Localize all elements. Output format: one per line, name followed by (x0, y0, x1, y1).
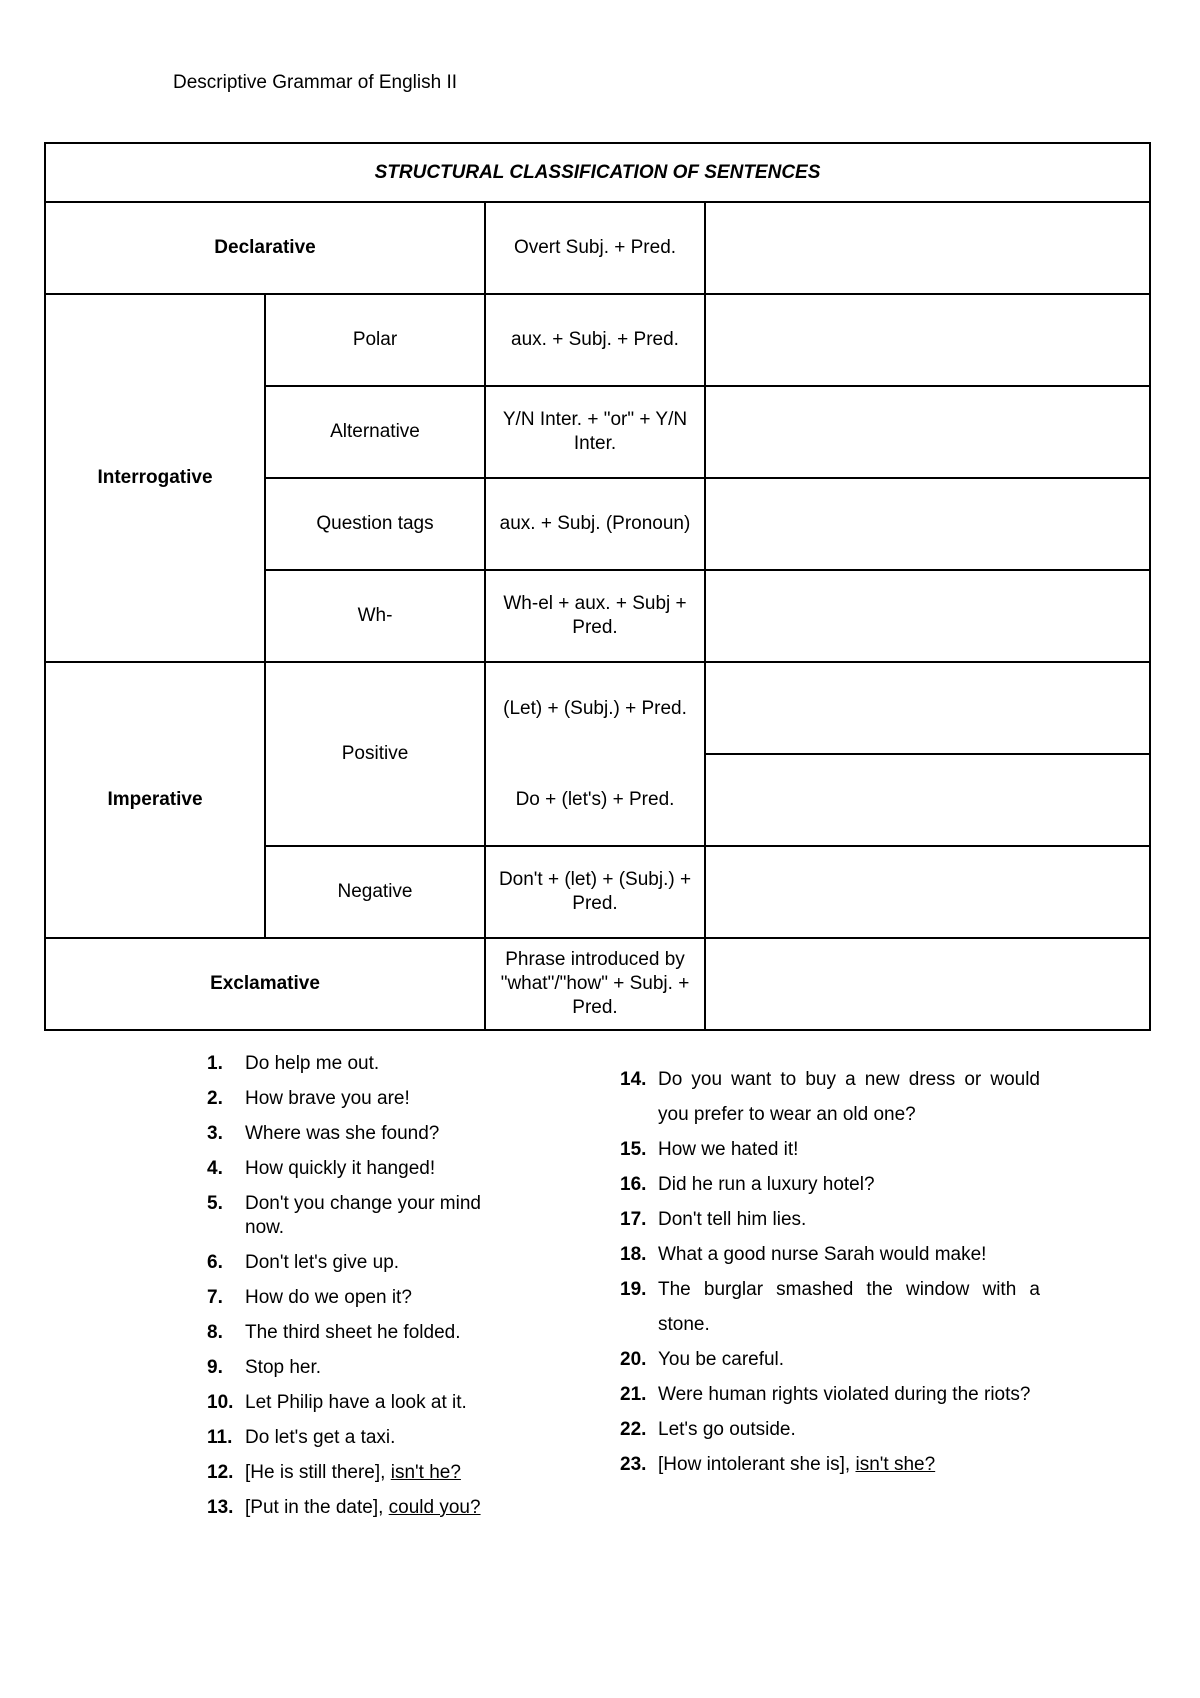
list-item (207, 1391, 507, 1415)
answer-cell (705, 386, 1150, 478)
item-number: 13. (207, 1497, 234, 1518)
list-item (207, 1286, 507, 1310)
exercise-list-left (207, 1052, 507, 1531)
list-item (207, 1251, 507, 1275)
list-item (207, 1356, 507, 1380)
wh-type: Wh- (265, 570, 485, 662)
item-text: Don't tell him lies. (658, 1209, 807, 1230)
item-number: 23. (620, 1454, 647, 1475)
exclamative-label: Exclamative (45, 938, 485, 1030)
answer-cell (705, 846, 1150, 938)
item-number: 10. (207, 1392, 234, 1413)
item-number: 15. (620, 1139, 647, 1160)
item-text: Stop her. (245, 1357, 322, 1378)
item-number: 12. (207, 1462, 234, 1483)
declarative-label: Declarative (45, 202, 485, 294)
answer-cell (705, 478, 1150, 570)
list-item (207, 1321, 507, 1345)
item-text: You be careful. (658, 1349, 785, 1370)
item-text: How quickly it hanged! (245, 1158, 436, 1179)
question-tags-structure: aux. + Subj. (Pronoun) (485, 478, 705, 570)
question-tag: could you? (388, 1497, 481, 1518)
answer-cell (705, 662, 1150, 754)
list-item (207, 1122, 507, 1146)
list-item (207, 1192, 507, 1240)
list-item (207, 1052, 507, 1076)
item-text: Let Philip have a look at it. (245, 1392, 467, 1413)
positive-type: Positive (265, 662, 485, 846)
item-number: 20. (620, 1349, 647, 1370)
item-text: [How intolerant she is], (658, 1454, 856, 1475)
list-item (207, 1426, 507, 1450)
item-number: 11. (207, 1427, 233, 1448)
item-text: [Put in the date], (245, 1497, 389, 1518)
item-text: How we hated it! (658, 1139, 799, 1160)
item-number: 9. (207, 1357, 223, 1378)
list-item (207, 1157, 507, 1181)
item-number: 6. (207, 1252, 223, 1273)
item-number: 14. (620, 1069, 647, 1090)
item-number: 19. (620, 1279, 647, 1300)
item-text: Don't let's give up. (245, 1252, 400, 1273)
answer-cell (705, 570, 1150, 662)
list-item (620, 1202, 1040, 1237)
item-text: Do you want to buy a new dress or would you prefer to wear an old one? (658, 1069, 1040, 1125)
item-text: Where was she found? (245, 1123, 440, 1144)
item-number: 7. (207, 1287, 223, 1308)
item-number: 17. (620, 1209, 647, 1230)
list-item (620, 1412, 1040, 1447)
item-number: 5. (207, 1193, 223, 1214)
wh-structure: Wh-el + aux. + Subj + Pred. (485, 570, 705, 662)
positive-structure-2: Do + (let's) + Pred. (485, 754, 705, 846)
item-text: How do we open it? (245, 1287, 412, 1308)
exclamative-structure: Phrase introduced by "what"/"how" + Subj. + Pred. (485, 938, 705, 1030)
item-number: 2. (207, 1088, 223, 1109)
classification-table (44, 142, 1151, 1031)
answer-cell (705, 754, 1150, 846)
item-number: 21. (620, 1384, 647, 1405)
positive-structure-1: (Let) + (Subj.) + Pred. (485, 662, 705, 754)
list-item (207, 1496, 507, 1520)
item-text: What a good nurse Sarah would make! (658, 1244, 987, 1265)
question-tag: isn't he? (390, 1462, 461, 1483)
list-item (620, 1132, 1040, 1167)
item-text: [He is still there], (245, 1462, 391, 1483)
answer-cell (705, 202, 1150, 294)
list-item (207, 1087, 507, 1111)
list-item (620, 1447, 1040, 1482)
answer-cell (705, 294, 1150, 386)
item-text: Did he run a luxury hotel? (658, 1174, 875, 1195)
interrogative-label: Interrogative (45, 294, 265, 662)
item-number: 3. (207, 1123, 223, 1144)
item-number: 22. (620, 1419, 647, 1440)
question-tags-type: Question tags (265, 478, 485, 570)
item-text: Let's go outside. (658, 1419, 796, 1440)
list-item (620, 1342, 1040, 1377)
item-number: 8. (207, 1322, 223, 1343)
list-item (620, 1062, 1040, 1132)
alternative-type: Alternative (265, 386, 485, 478)
item-number: 16. (620, 1174, 647, 1195)
answer-cell (705, 938, 1150, 1030)
page-header: Descriptive Grammar of English II (173, 72, 458, 93)
item-text: Were human rights violated during the riots? (658, 1384, 1031, 1405)
item-text: The burglar smashed the window with a stone. (658, 1279, 1040, 1335)
item-text: Do let's get a taxi. (245, 1427, 396, 1448)
exercise-list-right (620, 1062, 1040, 1482)
polar-type: Polar (265, 294, 485, 386)
list-item (620, 1272, 1040, 1342)
item-text: Do help me out. (245, 1053, 380, 1074)
negative-structure: Don't + (let) + (Subj.) + Pred. (485, 846, 705, 938)
item-number: 4. (207, 1158, 223, 1179)
item-text: The third sheet he folded. (245, 1322, 461, 1343)
imperative-label: Imperative (45, 662, 265, 938)
question-tag: isn't she? (855, 1454, 936, 1475)
polar-structure: aux. + Subj. + Pred. (485, 294, 705, 386)
item-number: 18. (620, 1244, 647, 1265)
alternative-structure: Y/N Inter. + "or" + Y/N Inter. (485, 386, 705, 478)
list-item (620, 1167, 1040, 1202)
table-title: STRUCTURAL CLASSIFICATION OF SENTENCES (45, 143, 1150, 202)
item-number: 1. (207, 1053, 223, 1074)
item-text: Don't you change your mind now. (245, 1193, 481, 1238)
list-item (207, 1461, 507, 1485)
declarative-structure: Overt Subj. + Pred. (485, 202, 705, 294)
item-text: How brave you are! (245, 1088, 410, 1109)
negative-type: Negative (265, 846, 485, 938)
list-item (620, 1377, 1040, 1412)
list-item (620, 1237, 1040, 1272)
